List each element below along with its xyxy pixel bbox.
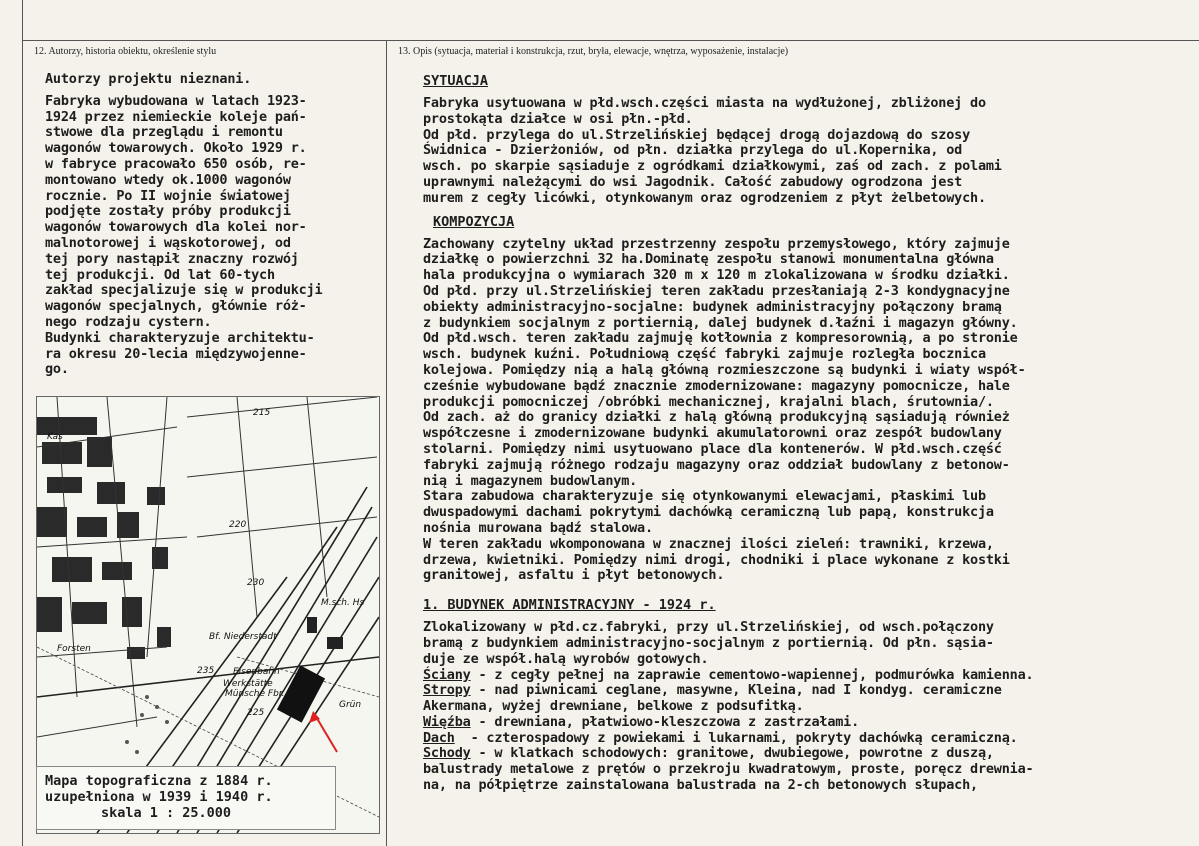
kompozycja-line: nią i magazynem budowlanym. [423, 472, 638, 489]
budynek-intro-paragraph [423, 620, 1183, 667]
kompozycja-line: kolejowa. Pomiędzy nią a halą główną rozmieszczone są budynki i wiaty współ- [423, 361, 1026, 378]
kompozycja-line: wsch. budynek kuźni. Południową część fabryki zajmuje rozległa bocznica [423, 346, 986, 363]
kompozycja-line: Od zach. aż do granicy działki z halą główną produkcyjną sąsiadują również [423, 409, 1010, 426]
kompozycja-line: dwuspadowymi dachami pokrytymi dachówką ceramiczną lub papą, konstrukcja [423, 504, 994, 521]
sytuacja-line: murem z cegły licówki, otynkowanym oraz ogrodzeniem z płyt żelbetowych. [423, 189, 986, 206]
kompozycja-line: nośnia murowana bądź stalowa. [423, 519, 653, 536]
detail-text: - drewniana, płatwiowo-kleszczowa z zastrzałami. [470, 713, 860, 730]
detail-text: Akermana, wyżej drewniane, belkowe z podsufitką. [423, 698, 804, 715]
history-line: wagonów specjalnych, głównie róż- [45, 298, 307, 315]
section-13-header: 13. Opis (sytuacja, materiał i konstrukcja, rzut, bryła, elewacje, wnętrza, wyposażenie, instalacje) [398, 46, 789, 57]
history-line: w fabryce pracowało 650 osób, re- [45, 155, 307, 172]
style-line: ra okresu 20-lecia międzywojenne- [45, 345, 307, 362]
style-line: Budynki charakteryzuje architektu- [45, 329, 315, 346]
history-line: zakład specjalizuje się w produkcji [45, 282, 323, 299]
detail-row [423, 746, 1183, 762]
kompozycja-line: drzewa, kwietniki. Pomiędzy nimi drogi, chodniki i place wykonane z kostki [423, 551, 1010, 568]
history-line: wagonów towarowych dla kolei nor- [45, 219, 307, 236]
history-line: 1924 przez niemieckie koleje pań- [45, 108, 307, 125]
history-line: tej pory nastąpił znaczny rozwój [45, 250, 299, 267]
kompozycja-line: hala produkcyjna o wymiarach 320 m x 120 m zlokalizowana w środku działki. [423, 267, 1010, 284]
budynek-intro-line: bramą z budynkiem administracyjno-socjalnym z portiernią. Od płn. sąsia- [423, 634, 994, 651]
authors-line: Autorzy projektu nieznani. [45, 71, 252, 87]
map-label-235: 235 [197, 666, 215, 676]
kompozycja-heading: KOMPOZYCJA [433, 213, 515, 230]
kompozycja-line: z budynkiem socjalnym z portiernią, dalej budynek d.łaźni i magazyn główny. [423, 314, 1018, 331]
detail-text: - w klatkach schodowych: granitowe, dwubiegowe, powrotne z duszą, [470, 745, 994, 762]
kompozycja-line: granitowej, asfaltu i płyt betonowych. [423, 567, 725, 584]
map-label-215: 215 [253, 408, 271, 418]
map-caption-line-2: uzupełniona w 1939 i 1940 r. [45, 789, 273, 805]
detail-row [423, 762, 1183, 778]
budynek-intro-line: duje ze współ.halą wyrobów gotowych. [423, 650, 709, 667]
history-line: montowano wtedy ok.1000 wagonów [45, 171, 291, 188]
frame-left-border [22, 0, 23, 846]
map-label-niederstadt: Bf. Niederstadt [209, 632, 277, 642]
sytuacja-line: Fabryka usytuowana w płd.wsch.części miasta na wydłużonej, zbliżonej do [423, 95, 986, 111]
map-label-munsche: Münsche Fbr. [225, 689, 285, 699]
kompozycja-line: stolarni. Pomiędzy nimi usytuowano place dla kontenerów. W płd.wsch.część [423, 440, 1002, 457]
history-line: podjęte zostały próby produkcji [45, 203, 291, 220]
history-line: stwowe dla przeglądu i remontu [45, 124, 283, 141]
detail-label: Schody [423, 745, 471, 762]
section-12-header: 12. Autorzy, historia obiektu, określenie stylu [34, 46, 217, 57]
detail-text: na, na półpiętrze zainstalowana balustrada na 2-ch betonowych słupach, [423, 777, 978, 794]
detail-row [423, 683, 1183, 699]
history-line: wagonów towarowych. Około 1929 r. [45, 140, 307, 157]
kompozycja-line: współczesne i zmodernizowane budynki akumulatorowni oraz zespół budowlany [423, 425, 1002, 442]
budynek-heading: 1. BUDYNEK ADMINISTRACYJNY - 1924 r. [423, 597, 716, 614]
map-label-230: 230 [247, 578, 265, 588]
detail-text: balustrady metalowe z prętów o przekroju kwadratowym, proste, poręcz drewnia- [423, 761, 1034, 778]
detail-row [423, 778, 1183, 794]
detail-row [423, 668, 1183, 684]
sytuacja-line: wsch. po skarpie sąsiaduje z ogródkami działkowymi, zaś od zach. z polami [423, 158, 1002, 175]
sytuacja-line: Od płd. przylega do ul.Strzelińskiej będącej drogą dojazdową do szosy [423, 126, 971, 143]
map-label-225: 225 [247, 708, 265, 718]
history-line: malnotorowej i wąskotorowej, od [45, 234, 291, 251]
history-line: nego rodzaju cystern. [45, 313, 212, 330]
detail-label: Więźba [423, 713, 471, 730]
kompozycja-paragraph [423, 237, 1183, 585]
sytuacja-line: uprawnymi należącymi do wsi Jagodnik. Całość zabudowy ogrodzona jest [423, 173, 963, 190]
detail-label: Dach [423, 729, 455, 746]
frame-top-border [22, 40, 1199, 41]
detail-text: - nad piwnicami ceglane, masywne, Kleina, nad I kondyg. ceramiczne [470, 682, 1002, 699]
detail-row [423, 699, 1183, 715]
map-caption-scale: skala 1 : 25.000 [101, 805, 232, 821]
kompozycja-line: cześnie wybudowane bądź znacznie zmodernizowane: magazyny pomocnicze, hale [423, 377, 1010, 394]
map-label-grun: Grün [339, 700, 362, 710]
detail-row [423, 731, 1183, 747]
kompozycja-line: Zachowany czytelny układ przestrzenny zespołu przemysłowego, który zajmuje [423, 235, 1010, 252]
map-label-werkstatte: Werkstätte [223, 679, 273, 689]
kompozycja-line: produkcji pomocniczej /obróbki mechanicznej, krajalni blach, śrutownia/. [423, 393, 994, 410]
kompozycja-line: W teren zakładu wkomponowana w znacznej ilości zieleń: trawniki, krzewa, [423, 535, 994, 552]
map-label-kas: Kas [47, 432, 63, 442]
style-paragraph [45, 331, 385, 378]
sytuacja-line: prostokąta działce w osi płn.-płd. [423, 110, 693, 127]
kompozycja-line: Stara zabudowa charakteryzuje się otynkowanymi elewacjami, płaskimi lub [423, 488, 986, 505]
sytuacja-paragraph [423, 96, 1183, 207]
history-paragraph [45, 94, 385, 331]
budynek-intro-line: Zlokalizowany w płd.cz.fabryki, przy ul.Strzelińskiej, od wsch.połączony [423, 619, 994, 636]
kompozycja-line: obiekty administracyjno-socjalne: budynek administracyjny połączony bramą [423, 298, 1002, 315]
sytuacja-line: Świdnica - Dzierżoniów, od płn. działka przylega do ul.Kopernika, od [423, 142, 963, 159]
map-caption-line-1: Mapa topograficzna z 1884 r. [45, 773, 273, 789]
right-column [423, 72, 1183, 794]
history-line: rocznie. Po II wojnie światowej [45, 187, 291, 204]
map-label-220: 220 [229, 520, 247, 530]
column-divider [386, 40, 387, 846]
left-column [45, 72, 385, 378]
map-label-marsch: M.sch. Hs [321, 598, 365, 608]
budynek-details [423, 668, 1183, 794]
kompozycja-line: działkę o powierzchni 32 ha.Dominatę zespołu stanowi monumentalna główna [423, 251, 994, 268]
map-label-eisenbahn: Eisenbahn [233, 667, 280, 677]
map-label-forsten: Forsten [57, 644, 91, 654]
style-line: go. [45, 361, 69, 378]
history-line: tej produkcji. Od lat 60-tych [45, 266, 275, 283]
detail-text: - czterospadowy z powiekami i lukarnami, pokryty dachówką ceramiczną. [454, 729, 1018, 746]
kompozycja-line: fabryki zajmują różnego rodzaju magazyny oraz oddział budowlany z betonow- [423, 456, 1010, 473]
detail-label: Stropy [423, 682, 471, 699]
detail-text: - z cegły pełnej na zaprawie cementowo-wapiennej, podmurówka kamienna. [470, 666, 1034, 683]
sytuacja-heading: SYTUACJA [423, 73, 489, 89]
kompozycja-line: Od płd. przy ul.Strzelińskiej teren zakładu przesłaniają 2-3 kondygnacyjne [423, 282, 1010, 299]
detail-row [423, 715, 1183, 731]
map-caption [36, 766, 336, 830]
kompozycja-line: Od płd.wsch. teren zakładu zajmuję kotłownia z kompresorownią, a po stronie [423, 330, 1018, 347]
detail-label: Ściany [423, 666, 471, 683]
history-line: Fabryka wybudowana w latach 1923- [45, 92, 307, 109]
